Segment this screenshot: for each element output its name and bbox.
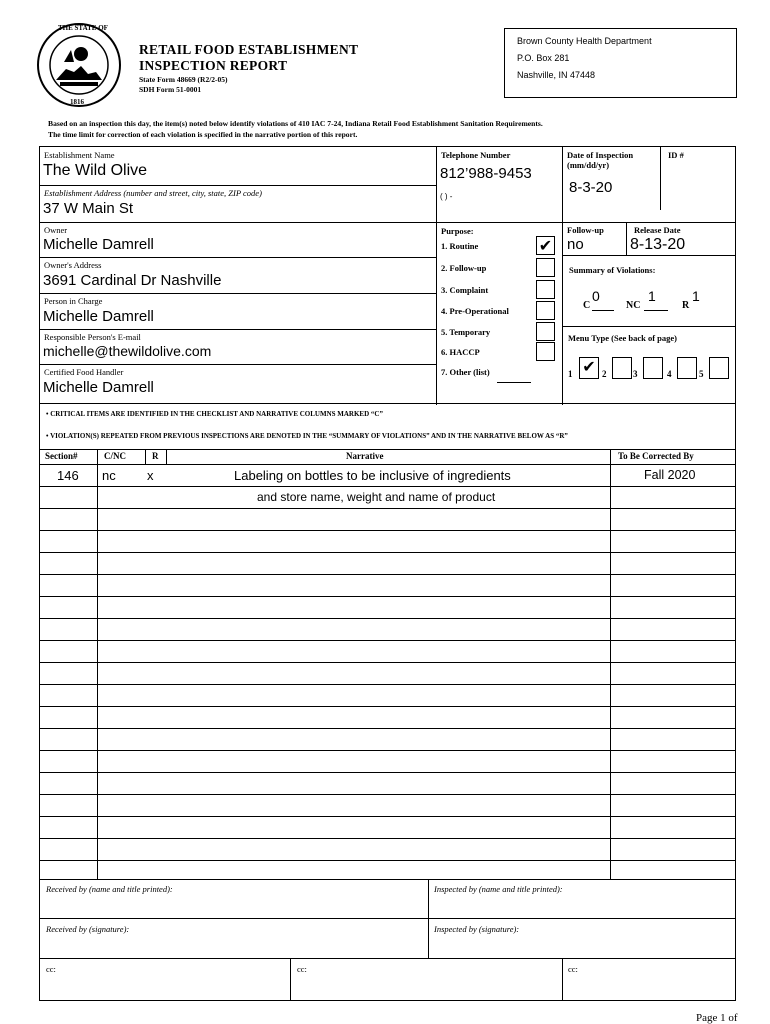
intro-line2: The time limit for correction of each violation is specified in the narrative portion of this report. [48,130,358,139]
cc-field-1[interactable]: cc: [46,964,56,974]
row1-narrative[interactable]: Labeling on bottles to be inclusive of ingredients [234,468,511,483]
release-date-label: Release Date [634,225,681,235]
inspected-by-printed-label: Inspected by (name and title printed): [434,884,563,894]
owner-address-field[interactable]: 3691 Cardinal Dr Nashville [43,272,222,289]
col-narrative-header: Narrative [346,451,384,461]
summary-nc-value[interactable]: 1 [648,288,656,304]
menu-type-label-5: 5 [699,369,704,379]
table-row-line [39,728,736,729]
report-title-line1: RETAIL FOOD ESTABLISHMENT [139,42,359,57]
row1-corrected[interactable]: Fall 2020 [644,468,696,482]
email-label: Responsible Person's E-mail [44,332,141,342]
table-row-line [39,508,736,509]
table-row-line [39,794,736,795]
menu-type-checkbox-1[interactable]: ✔ [579,357,599,379]
purpose-checkbox-6[interactable] [536,342,555,361]
intro-line1: Based on an inspection this day, the item(s) noted below identify violations of 410 IAC 7-24, Indiana Retail Food Establishment Sanitation Requirements. [48,119,543,128]
seal-text-top: THE STATE OF [58,24,108,32]
purpose-checkbox-2[interactable] [536,258,555,277]
person-in-charge-label: Person in Charge [44,296,103,306]
department-city: Nashville, IN 47448 [517,70,596,80]
food-handler-label: Certified Food Handler [44,367,124,377]
menu-type-checkbox-3[interactable] [643,357,663,379]
table-row-line [39,552,736,553]
inspected-by-signature-label: Inspected by (signature): [434,924,520,934]
page-number: Page 1 of [696,1012,738,1024]
table-row-line [39,640,736,641]
followup-field[interactable]: no [567,236,584,253]
state-form-number: State Form 48669 (R2/2-05) [139,75,228,84]
menu-type-label-1: 1 [568,369,573,379]
owner-label: Owner [44,225,68,235]
table-row-line [39,684,736,685]
table-row-line [39,772,736,773]
report-title-line2: INSPECTION REPORT [139,58,288,73]
establishment-name-field[interactable]: The Wild Olive [43,162,148,179]
purpose-checkbox-5[interactable] [536,322,555,341]
col-cnc-header: C/NC [104,451,126,461]
telephone-label: Telephone Number [441,150,511,160]
table-row-line [39,706,736,707]
row1-cnc[interactable]: nc [102,468,116,483]
menu-type-label-2: 2 [602,369,607,379]
seal-text-year: 1816 [70,98,84,106]
followup-label: Follow-up [567,225,604,235]
repeat-note: • VIOLATION(S) REPEATED FROM PREVIOUS INSPECTIONS ARE DENOTED IN THE “SUMMARY OF VIOLATIONS” AND IN THE NARRATIVE BELOW AS “R” [46,432,568,440]
col-corrected-header: To Be Corrected By [618,451,694,461]
menu-type-checkbox-5[interactable] [709,357,729,379]
table-row-line [39,750,736,751]
received-by-signature-label: Received by (signature): [46,924,130,934]
received-by-printed-label: Received by (name and title printed): [46,884,173,894]
cc-field-3[interactable]: cc: [568,964,578,974]
purpose-label-2: 2. Follow-up [441,263,487,273]
summary-c-label: C [583,300,591,311]
purpose-checkbox-1[interactable]: ✔ [536,236,555,255]
table-row-line [39,860,736,861]
menu-type-label-4: 4 [667,369,672,379]
address-field[interactable]: 37 W Main St [43,200,134,217]
department-name: Brown County Health Department [517,36,652,46]
table-row-line [39,838,736,839]
address-label: Establishment Address (number and street, city, state, ZIP code) [44,188,262,198]
telephone-field[interactable]: 812’988-9453 [440,165,532,182]
date-field[interactable]: 8-3-20 [569,179,613,196]
purpose-label: Purpose: [441,226,474,236]
row2-narrative[interactable]: and store name, weight and name of product [257,490,496,504]
table-row-line [39,574,736,575]
date-label: Date of Inspection (mm/dd/yr) [567,150,634,170]
row1-r[interactable]: x [147,468,154,483]
col-r-header: R [152,451,159,461]
department-pobox: P.O. Box 281 [517,53,570,63]
table-row-line [39,816,736,817]
owner-address-label: Owner's Address [44,260,102,270]
table-row-line [39,486,736,487]
purpose-label-5: 5. Temporary [441,327,491,337]
summary-r-value[interactable]: 1 [692,288,700,304]
id-label: ID # [668,150,684,160]
row1-section[interactable]: 146 [57,468,79,483]
table-row-line [39,596,736,597]
purpose-checkbox-4[interactable] [536,301,555,320]
table-row-line [39,618,736,619]
purpose-label-4: 4. Pre-Operational [441,306,509,316]
menu-type-label: Menu Type (See back of page) [568,333,678,343]
col-section-header: Section# [45,451,78,461]
table-row-line [39,662,736,663]
state-seal [36,22,122,108]
summary-c-value[interactable]: 0 [592,288,600,304]
email-field[interactable]: michelle@thewildolive.com [43,343,212,359]
purpose-label-6: 6. HACCP [441,347,480,357]
menu-type-checkbox-4[interactable] [677,357,697,379]
person-in-charge-field[interactable]: Michelle Damrell [43,308,154,325]
table-row-line [39,530,736,531]
telephone-field-2[interactable]: ( ) - [440,192,453,201]
summary-nc-label: NC [626,300,641,311]
purpose-checkbox-3[interactable] [536,280,555,299]
menu-type-checkbox-2[interactable] [612,357,632,379]
critical-note: • CRITICAL ITEMS ARE IDENTIFIED IN THE CHECKLIST AND NARRATIVE COLUMNS MARKED “C” [46,410,383,418]
purpose-label-7: 7. Other (list) [441,367,490,377]
purpose-label-1: 1. Routine [441,241,479,251]
owner-field[interactable]: Michelle Damrell [43,236,154,253]
purpose-other-line[interactable] [497,382,531,383]
summary-r-label: R [682,300,690,311]
sdh-form-number: SDH Form 51-0001 [139,85,202,94]
cc-field-2[interactable]: cc: [297,964,307,974]
menu-type-label-3: 3 [633,369,638,379]
food-handler-field[interactable]: Michelle Damrell [43,379,154,396]
release-date-field[interactable]: 8-13-20 [630,236,686,253]
summary-label: Summary of Violations: [569,265,656,275]
establishment-name-label: Establishment Name [44,150,115,160]
purpose-label-3: 3. Complaint [441,285,489,295]
